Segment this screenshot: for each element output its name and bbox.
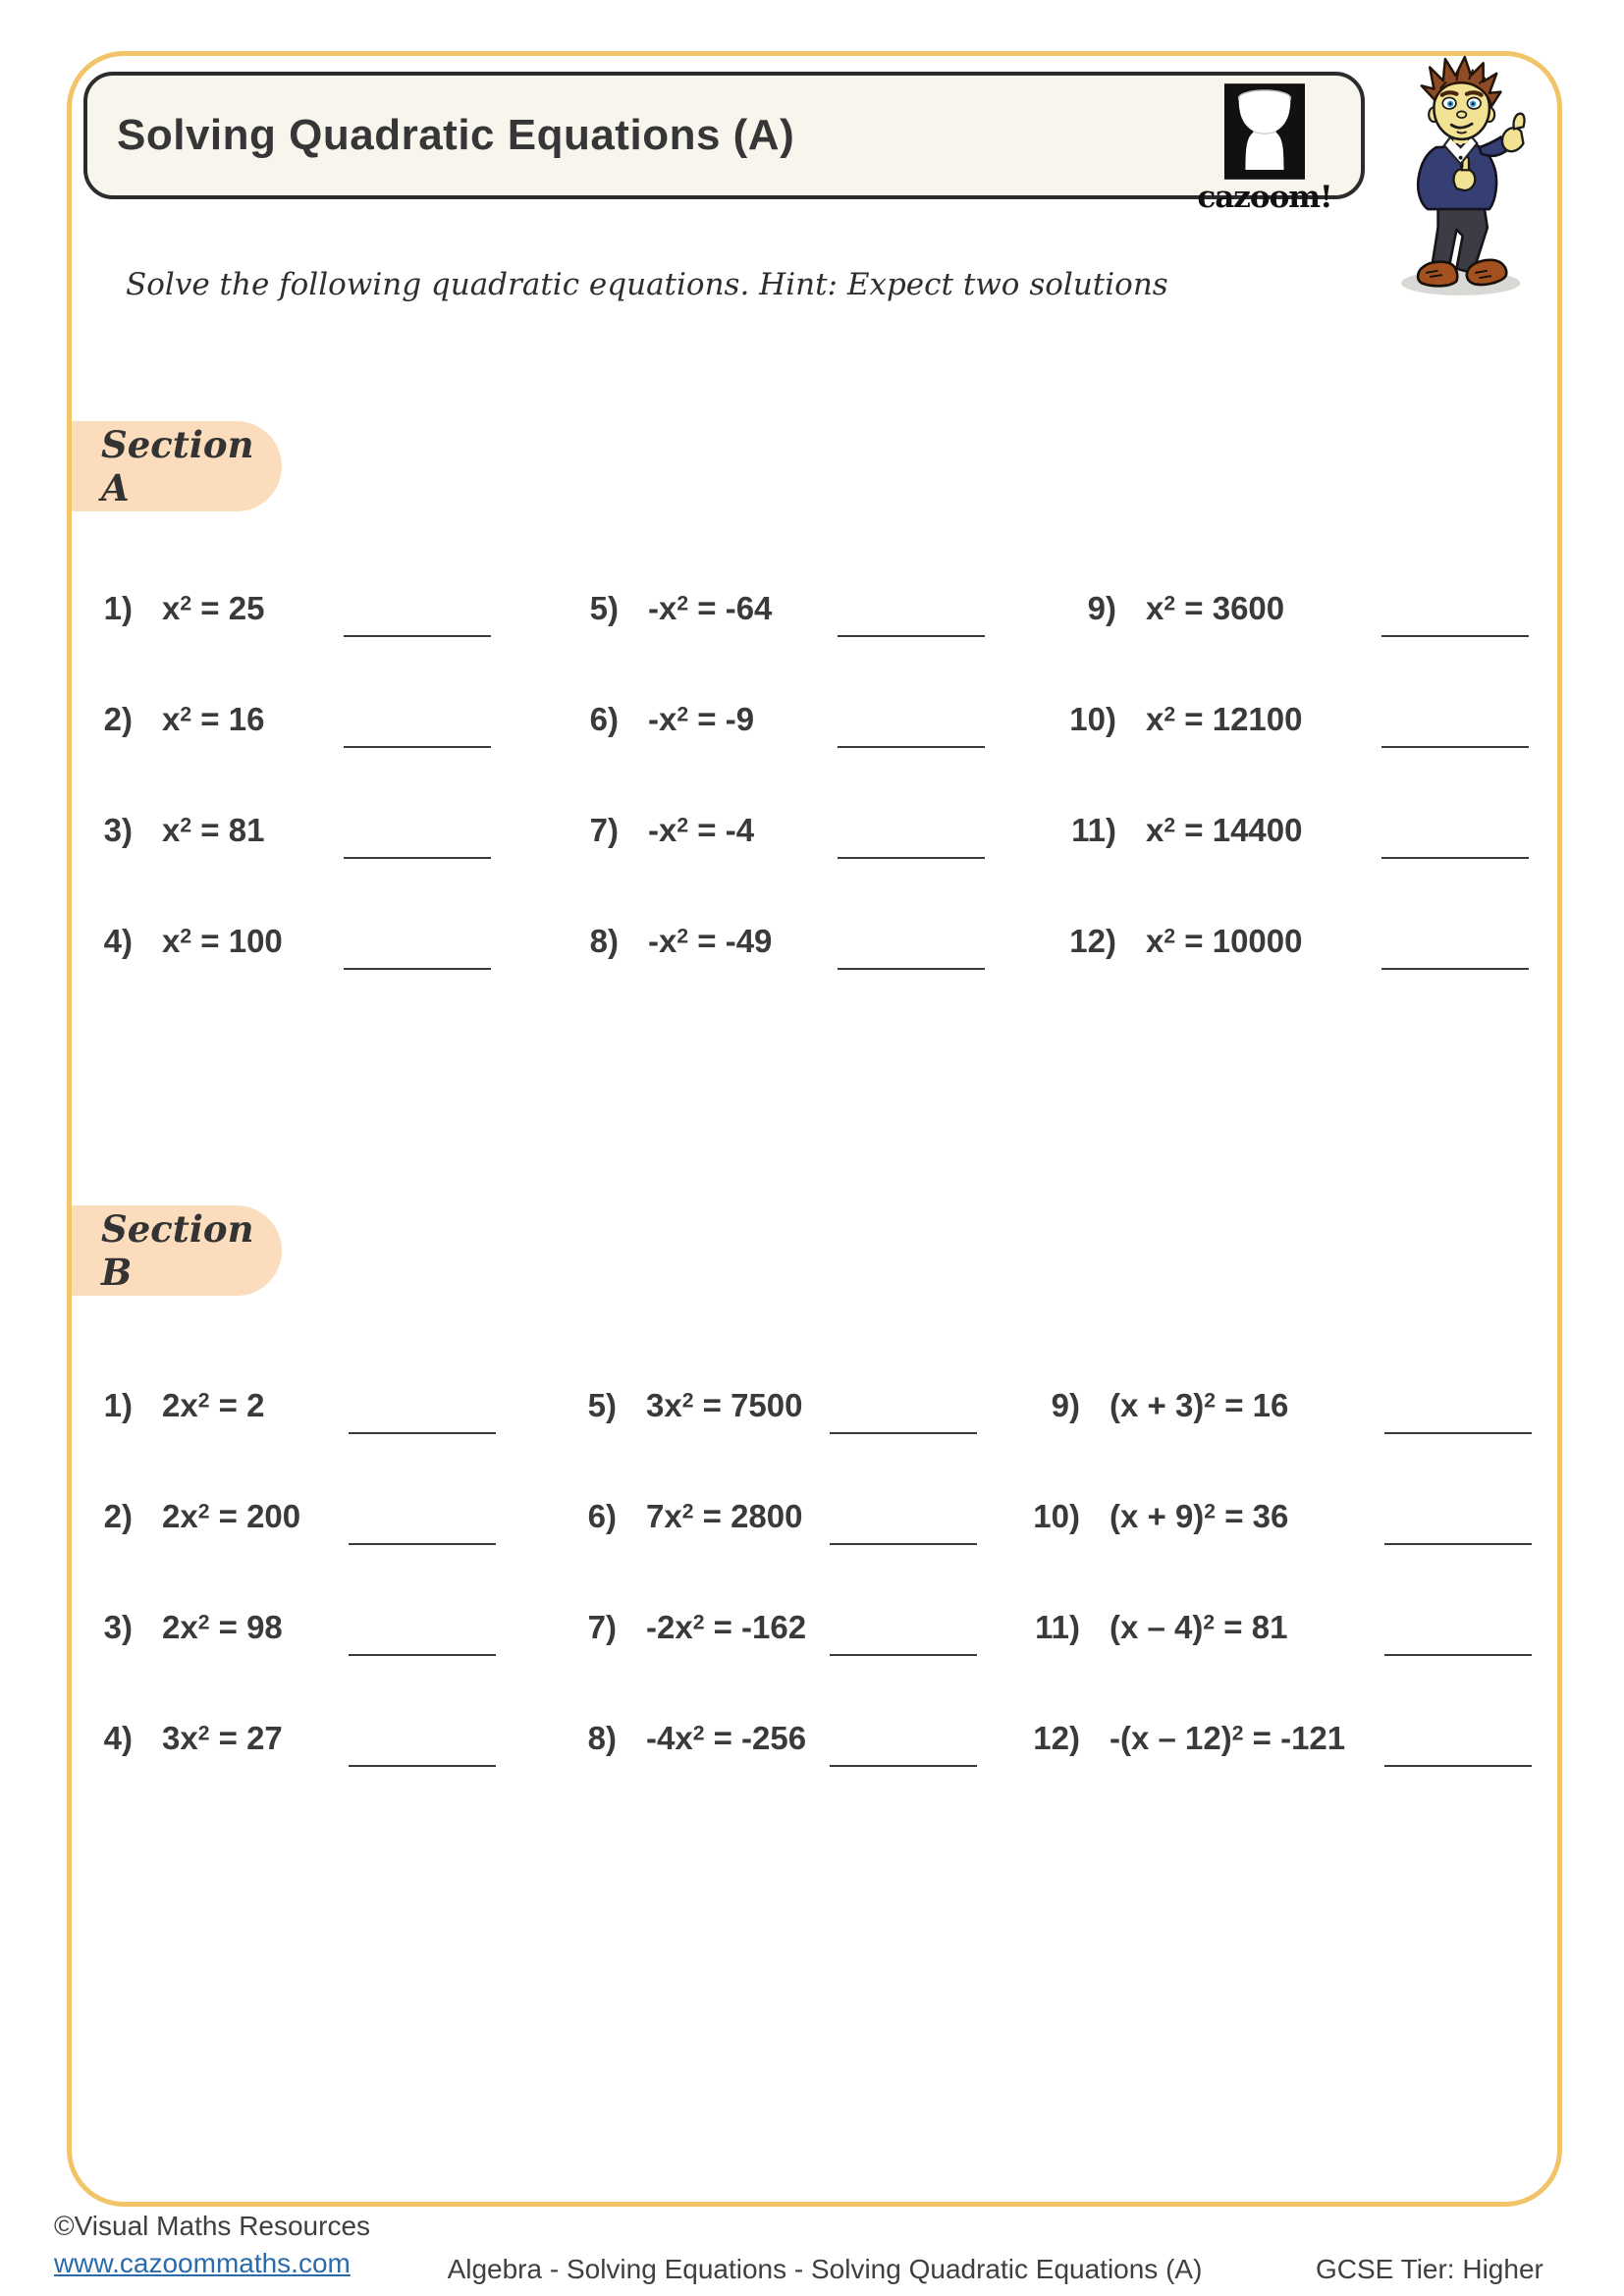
answer-line <box>1384 1765 1532 1767</box>
equation-text: $-2x^2 = -162$ <box>646 1609 807 1645</box>
copyright-text: ©Visual Maths Resources <box>54 2211 371 2241</box>
problem-item <box>1026 812 1529 859</box>
answer-line <box>1384 1654 1532 1656</box>
problem-number: 7) <box>589 812 619 848</box>
equation-text: $x^2 = 16$ <box>162 701 265 737</box>
equation-text: $2x^2 = 98$ <box>162 1609 283 1645</box>
answer-line <box>1381 968 1529 970</box>
djembe-drum-icon <box>1224 83 1305 180</box>
problem-number: 5) <box>589 590 619 626</box>
equation-text: $2x^2 = 200$ <box>162 1498 301 1534</box>
answer-line <box>1381 857 1529 859</box>
answer-line <box>830 1765 977 1767</box>
problem-number: 3) <box>103 1609 133 1645</box>
equation-text: $2x^2 = 2$ <box>162 1387 265 1423</box>
answer-line <box>838 746 985 748</box>
equation-text: (x – 4)$^2$ = 81 <box>1110 1609 1288 1645</box>
problem-number: 9) <box>1087 590 1116 626</box>
answer-line <box>344 746 491 748</box>
equation-text: $x^2 = 10000$ <box>1146 923 1303 959</box>
answer-line <box>1381 635 1529 637</box>
equation-text: $-4x^2 = -256$ <box>646 1720 807 1756</box>
problem-number: 11) <box>1035 1609 1080 1645</box>
problem-item <box>93 812 491 859</box>
problem-number: 1) <box>103 1387 133 1423</box>
problem-number: 8) <box>589 923 619 959</box>
page-border <box>67 51 1562 2207</box>
problem-number: 1) <box>103 590 133 626</box>
equation-text: $-x^2 = -64$ <box>648 590 773 626</box>
answer-line <box>344 968 491 970</box>
problem-item <box>93 1720 496 1767</box>
problem-number: 10) <box>1069 701 1116 737</box>
problem-item <box>584 923 985 970</box>
problem-item <box>584 701 985 748</box>
problem-item <box>584 590 985 637</box>
problem-item <box>1026 590 1529 637</box>
problem-item <box>93 923 491 970</box>
section-b-title: Section B <box>101 1207 254 1294</box>
mascot-illustration <box>1386 55 1551 296</box>
equation-text: $x^2 = 12100$ <box>1146 701 1303 737</box>
equation-text: $3x^2 = 7500$ <box>646 1387 803 1423</box>
problem-item <box>569 1609 977 1656</box>
equation-text: $x^2 = 100$ <box>162 923 283 959</box>
problem-number: 7) <box>587 1609 617 1645</box>
answer-line <box>349 1432 496 1434</box>
problem-number: 12) <box>1033 1720 1080 1756</box>
problem-number: 10) <box>1033 1498 1080 1534</box>
breadcrumb: Algebra - Solving Equations - Solving Quadratic Equations (A) <box>447 2254 1203 2284</box>
section-a-title: Section A <box>101 423 254 509</box>
website-link[interactable]: www.cazoommaths.com <box>54 2248 351 2278</box>
problem-number: 12) <box>1069 923 1116 959</box>
problem-item <box>569 1720 977 1767</box>
answer-line <box>349 1654 496 1656</box>
instruction-text: Solve the following quadratic equations. Hint: Expect two solutions <box>126 267 1168 302</box>
equation-text: $(x + 9)^2 = 36$ <box>1110 1498 1289 1534</box>
problem-number: 11) <box>1071 812 1116 848</box>
answer-line <box>830 1432 977 1434</box>
answer-line <box>1384 1432 1532 1434</box>
logo-wordmark: cazoom! <box>1197 180 1332 215</box>
problem-number: 6) <box>587 1498 617 1534</box>
equation-text: $x^2 = 81$ <box>162 812 265 848</box>
answer-line <box>830 1654 977 1656</box>
problem-item <box>93 1609 496 1656</box>
problem-item <box>584 812 985 859</box>
problem-item <box>990 1387 1532 1434</box>
problem-item <box>1026 701 1529 748</box>
problem-item <box>569 1387 977 1434</box>
problem-number: 5) <box>587 1387 617 1423</box>
problem-number: 2) <box>103 701 133 737</box>
problem-number: 6) <box>589 701 619 737</box>
problem-item <box>93 701 491 748</box>
problem-item <box>93 1387 496 1434</box>
problem-item <box>990 1720 1532 1767</box>
equation-text: $x^2 = 25$ <box>162 590 265 626</box>
section-a-label <box>72 421 282 511</box>
answer-line <box>830 1543 977 1545</box>
equation-text: $-x^2 = -4$ <box>648 812 755 848</box>
equation-text: $-x^2 = -49$ <box>648 923 773 959</box>
answer-line <box>838 635 985 637</box>
page-title: Solving Quadratic Equations (A) <box>117 111 795 159</box>
problem-item <box>569 1498 977 1545</box>
problem-number: 8) <box>587 1720 617 1756</box>
equation-text: -(x – 12)$^2$ = -121 <box>1110 1720 1346 1756</box>
section-b-label <box>72 1205 282 1296</box>
equation-text: $(x + 3)^2 = 16$ <box>1110 1387 1289 1423</box>
equation-text: $-x^2 = -9$ <box>648 701 755 737</box>
problem-item <box>990 1498 1532 1545</box>
title-box <box>83 72 1365 215</box>
problem-number: 2) <box>103 1498 133 1534</box>
problem-number: 3) <box>103 812 133 848</box>
answer-line <box>349 1765 496 1767</box>
problem-number: 9) <box>1051 1387 1080 1423</box>
cazoom-logo <box>1190 83 1339 213</box>
problem-item <box>990 1609 1532 1656</box>
equation-text: $x^2 = 3600$ <box>1146 590 1285 626</box>
equation-text: $x^2 = 14400$ <box>1146 812 1303 848</box>
problem-item <box>93 1498 496 1545</box>
problem-number: 4) <box>103 1720 133 1756</box>
equation-text: $3x^2 = 27$ <box>162 1720 283 1756</box>
problem-number: 4) <box>103 923 133 959</box>
equation-text: $7x^2 = 2800$ <box>646 1498 803 1534</box>
problem-item <box>93 590 491 637</box>
answer-line <box>838 857 985 859</box>
answer-line <box>1384 1543 1532 1545</box>
answer-line <box>838 968 985 970</box>
answer-line <box>1381 746 1529 748</box>
problem-item <box>1026 923 1529 970</box>
answer-line <box>344 857 491 859</box>
answer-line <box>349 1543 496 1545</box>
answer-line <box>344 635 491 637</box>
tier-label: GCSE Tier: Higher <box>1316 2254 1543 2284</box>
